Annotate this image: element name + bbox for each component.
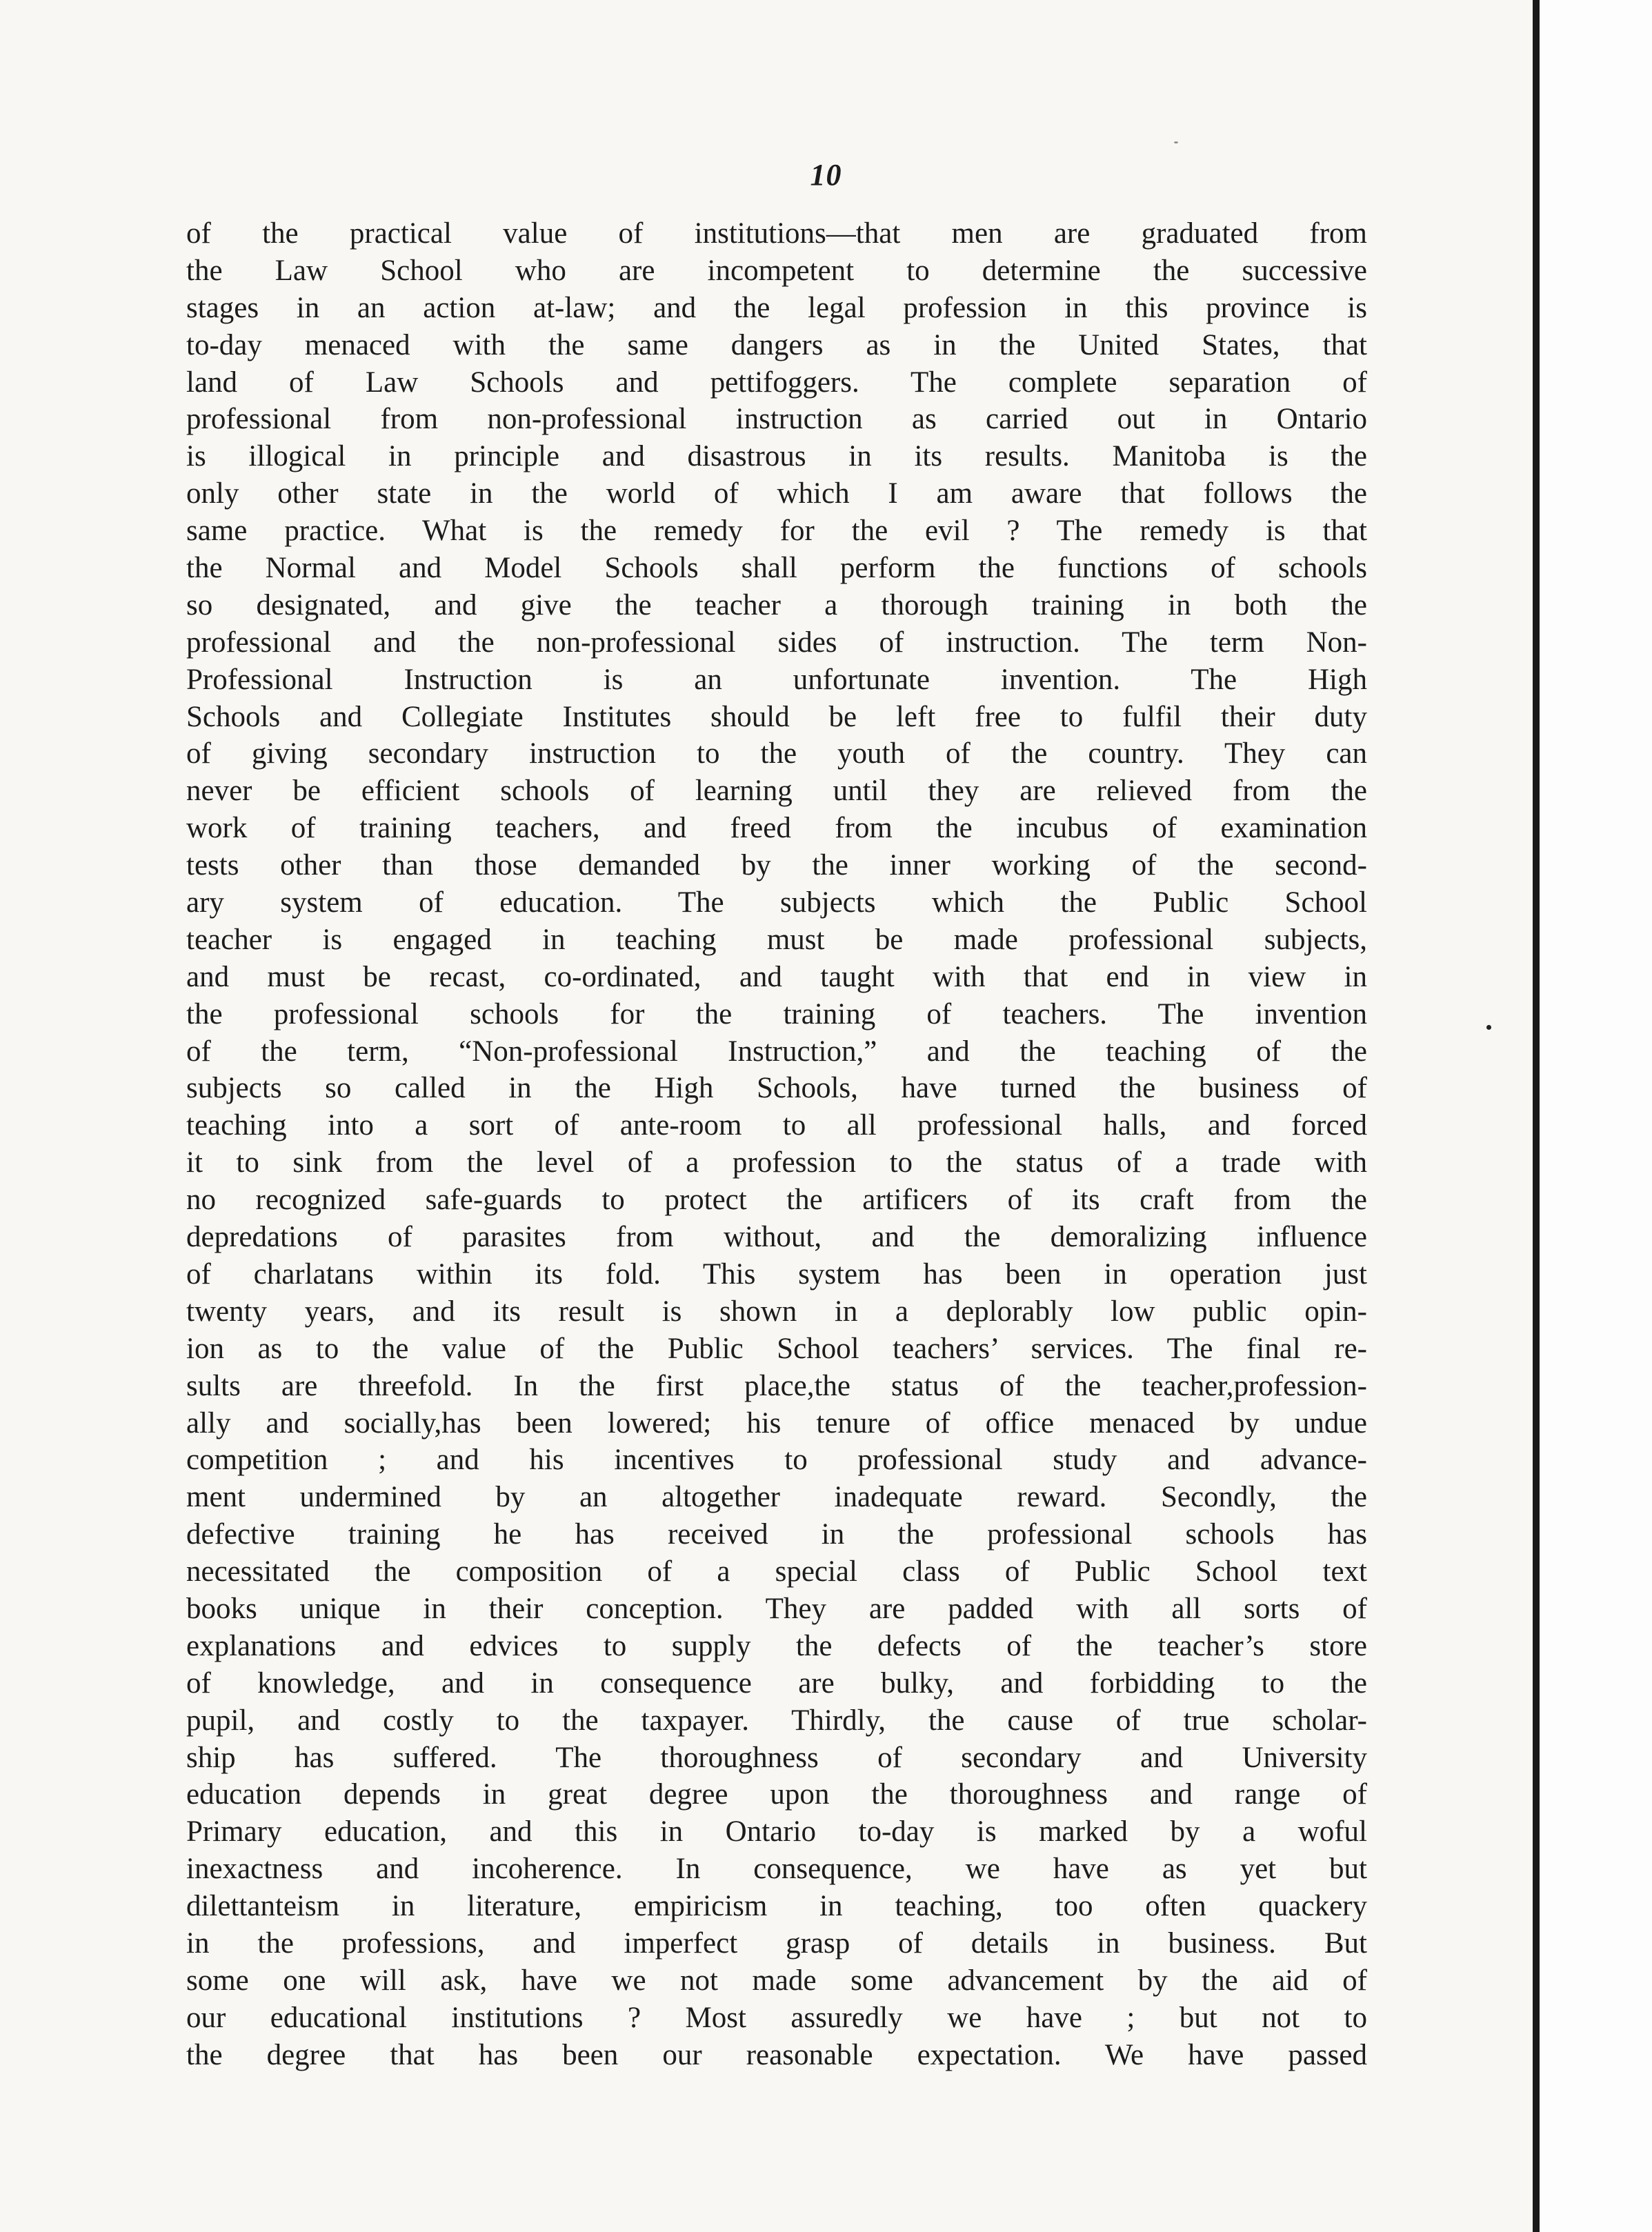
text-line: no recognized safe-guards to protect the artificers of its craft from the <box>186 1184 1367 1217</box>
text-line: and must be recast, co-ordinated, and taught with that end in view in <box>186 960 1367 993</box>
text-line: same practice. What is the remedy for the evil ? The remedy is that <box>186 515 1367 548</box>
page-number: 10 <box>810 158 842 192</box>
text-line: of the practical value of institutions—that men are graduated from <box>186 217 1367 250</box>
text-line: so designated, and give the teacher a thorough training in both the <box>186 588 1367 621</box>
text-line: explanations and edvices to supply the defects of the teacher’s store <box>186 1629 1367 1662</box>
text-line: the professional schools for the training of teachers. The invention <box>186 997 1367 1030</box>
text-line: land of Law Schools and pettifoggers. The complete separation of <box>186 366 1367 399</box>
text-line: depredations of parasites from without, and the demoralizing influence <box>186 1221 1367 1254</box>
text-line: teaching into a sort of ante-room to all professional halls, and forced <box>186 1109 1367 1142</box>
text-line: is illogical in principle and disastrous in its results. Manitoba is the <box>186 440 1367 473</box>
text-line: education depends in great degree upon the thoroughness and range of <box>186 1778 1367 1811</box>
text-line: of the term, “Non-professional Instruction,” and the teaching of the <box>186 1035 1367 1068</box>
text-line: of giving secondary instruction to the youth of the country. They can <box>186 737 1367 770</box>
text-line: necessitated the composition of a special class of Public School text <box>186 1555 1367 1588</box>
text-line: Schools and Collegiate Institutes should be left free to fulfil their duty <box>186 700 1367 733</box>
scan-margin <box>1540 0 1652 2232</box>
text-line: the Normal and Model Schools shall perform the functions of schools <box>186 552 1367 585</box>
text-line: only other state in the world of which I am aware that follows the <box>186 477 1367 510</box>
body-text <box>186 215 1367 2074</box>
ink-speck <box>1486 1025 1491 1030</box>
text-line: of charlatans within its fold. This system has been in operation just <box>186 1257 1367 1291</box>
text-line: to-day menaced with the same dangers as in the United States, that <box>186 328 1367 361</box>
text-line: ment undermined by an altogether inadequate reward. Secondly, the <box>186 1481 1367 1514</box>
text-line: ship has suffered. The thoroughness of secondary and University <box>186 1741 1367 1774</box>
text-line: inexactness and incoherence. In consequence, we have as yet but <box>186 1853 1367 1886</box>
text-line: subjects so called in the High Schools, have turned the business of <box>186 1072 1367 1105</box>
text-line: sults are threefold. In the first place,the status of the teacher,profession- <box>186 1369 1367 1402</box>
text-line: ion as to the value of the Public School teachers’ services. The final re- <box>186 1332 1367 1365</box>
text-line: dilettanteism in literature, empiricism in teaching, too often quackery <box>186 1890 1367 1923</box>
text-line: competition ; and his incentives to professional study and advance- <box>186 1444 1367 1477</box>
text-line: twenty years, and its result is shown in a deplorably low public opin- <box>186 1295 1367 1328</box>
text-line: pupil, and costly to the taxpayer. Thirdly, the cause of true scholar- <box>186 1704 1367 1737</box>
text-line: never be efficient schools of learning until they are relieved from the <box>186 775 1367 808</box>
text-line: professional and the non-professional sides of instruction. The term Non- <box>186 626 1367 659</box>
text-line: it to sink from the level of a profession to the status of a trade with <box>186 1146 1367 1179</box>
text-line: our educational institutions ? Most assuredly we have ; but not to <box>186 2001 1367 2034</box>
text-line: some one will ask, have we not made some advancement by the aid of <box>186 1964 1367 1997</box>
text-line: ary system of education. The subjects which the Public School <box>186 886 1367 919</box>
text-line: Primary education, and this in Ontario to-day is marked by a woful <box>186 1815 1367 1849</box>
text-line: stages in an action at-law; and the legal profession in this province is <box>186 291 1367 324</box>
text-line: in the professions, and imperfect grasp of details in business. But <box>186 1926 1367 1960</box>
text-line: Professional Instruction is an unfortunate invention. The High <box>186 663 1367 696</box>
text-line: teacher is engaged in teaching must be made professional subjects, <box>186 923 1367 956</box>
text-line: professional from non-professional instruction as carried out in Ontario <box>186 403 1367 436</box>
text-line: defective training he has received in the professional schools has <box>186 1518 1367 1551</box>
text-line: work of training teachers, and freed from the incubus of examination <box>186 812 1367 845</box>
text-line: the degree that has been our reasonable expectation. We have passed <box>186 2038 1367 2071</box>
text-line: tests other than those demanded by the inner working of the second- <box>186 849 1367 882</box>
text-line: the Law School who are incompetent to determine the successive <box>186 254 1367 287</box>
text-line: ally and socially,has been lowered; his tenure of office menaced by undue <box>186 1406 1367 1439</box>
text-line: of knowledge, and in consequence are bulky, and forbidding to the <box>186 1666 1367 1700</box>
text-line: books unique in their conception. They are padded with all sorts of <box>186 1592 1367 1625</box>
page-edge-shadow <box>1533 0 1540 2232</box>
ink-speck <box>1174 141 1178 143</box>
